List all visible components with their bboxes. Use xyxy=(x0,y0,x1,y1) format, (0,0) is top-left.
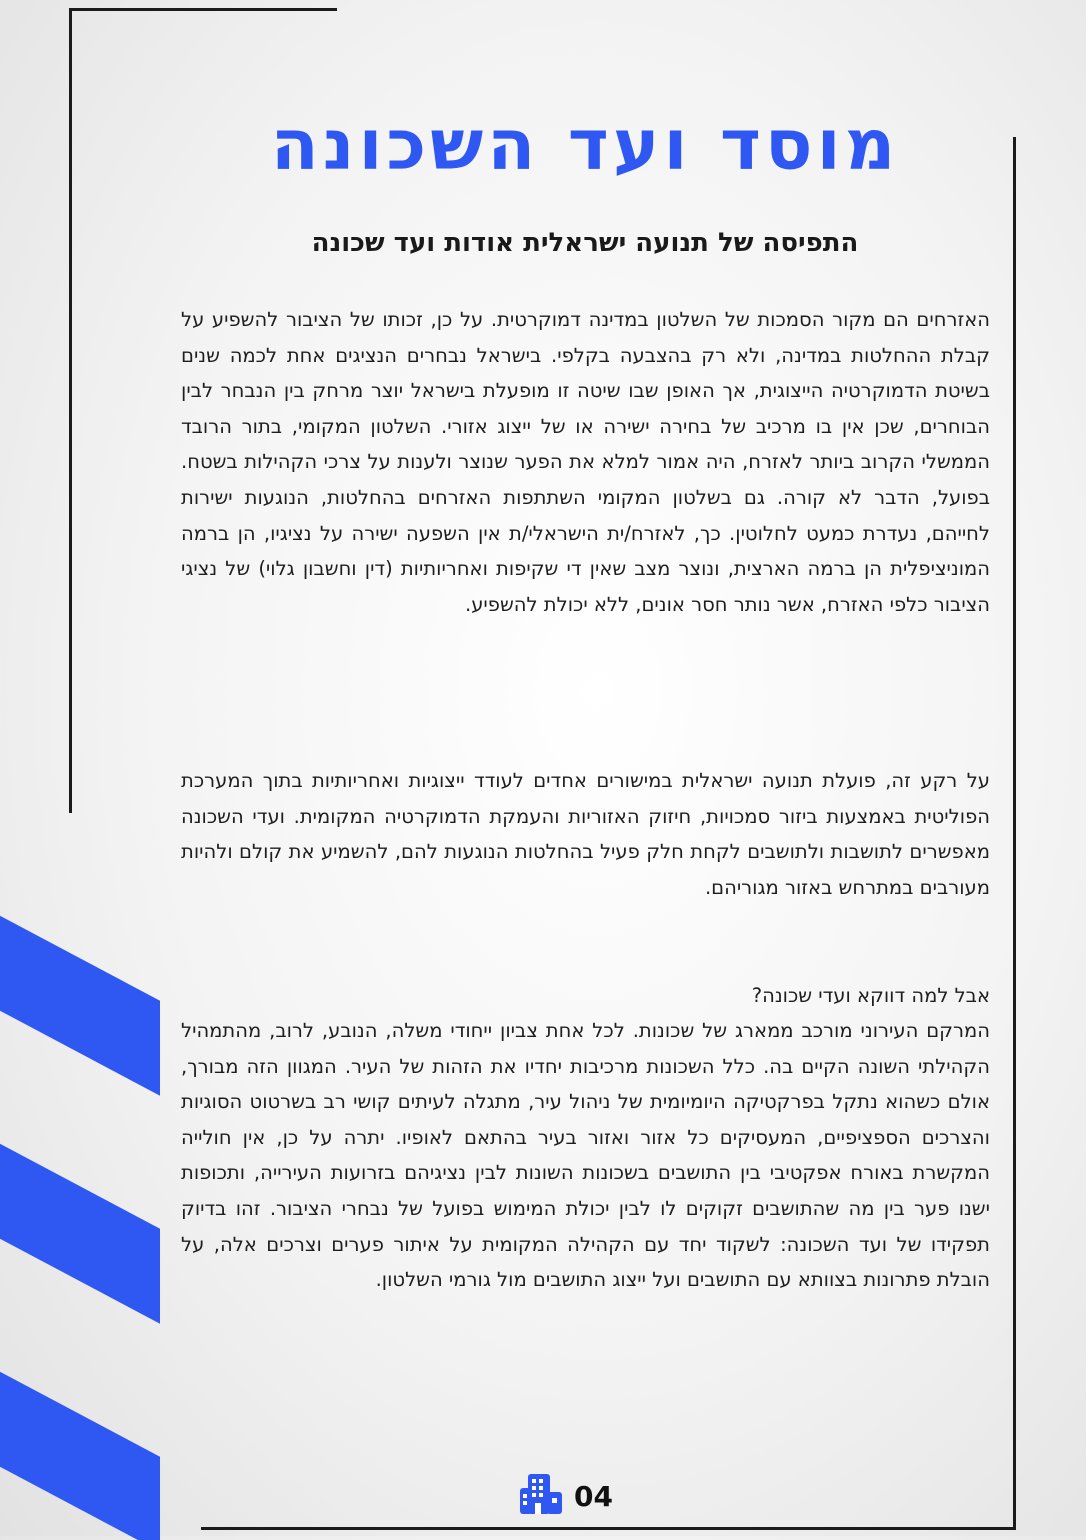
paragraph-background: על רקע זה, פועלת תנועה ישראלית במישורים אחדים לעודד ייצוגיות ואחריותיות בתוך המערכת הפוליטית באמצעות ביזור סמכויות, חיזוק האזוריות והעמקת הדמוקרטיה המקומית. ועדי השכונה מאפשרים לתושבות ולתושבים לקחת חלק פעיל בהחלטות הנוגעות להם, להשמיע את קולם ולהיות מעורבים במתרחש באזור מגוריהם. xyxy=(181,769,990,899)
page-number: 04 xyxy=(574,1479,613,1513)
page-footer xyxy=(520,1474,613,1518)
frame-top-line xyxy=(69,8,337,11)
paragraph-intro: האזרחים הם מקור הסמכות של השלטון במדינה דמוקרטית. על כן, זכותו של הציבור להשפיע על קבלת ההחלטות במדינה, ולא רק בהצבעה בקלפי. בישראל נבחרים הנציגים אחת לכמה שנים בשיטת הדמוקרטיה הייצוגית, אך האופן שבו שיטה זו מופעלת בישראל יוצר מרחק בין הנבחר לבין הבוחרים, שכן אין בו מרכיב של בחירה ישירה או של ייצוג אזורי. השלטון המקומי, בתור הרובד הממשלי הקרוב ביותר לאזרח, היה אמור למלא את הפער שנוצר ולענות על צרכי הקהילות בשטח. בפועל, הדבר לא קורה. גם בשלטון המקומי השתתפות האזרחים בהחלטות, הנוגעות ישירות לחייהם, נעדרת כמעט לחלוטין. כך, לאזרח/ית הישראלי/ת אין השפעה ישירה על נציגיו, הן ברמה המוניציפלית הן ברמה הארצית, ונוצר מצב שאין די שקיפות ואחריותיות (דין וחשבון גלוי) של נציגי הציבור כלפי האזרח, אשר נותר חסר אונים, ללא יכולת להשפיע. xyxy=(181,308,990,616)
page-title: מוסד ועד השכונה xyxy=(270,104,900,186)
frame-right-line xyxy=(1013,137,1016,1530)
paragraph-neighborhoods: המרקם העירוני מורכב ממארג של שכונות. לכל אחת צביון ייחודי משלה, הנובע, לרוב, מהתמהיל הקהילתי השונה הקיים בה. כלל השכונות מרכיבות יחדיו את הזהות של העיר. המגוון הזה מבורך, אולם כשהוא נתקל בפרקטיקה היומיומית של ניהול עיר, מתגלה לעיתים קושי רב בשרטוט הסוגיות והצרכים הספציפיים, המעסיקים כל אזור ואזור בעיר בהתאם לאופיו. יתרה על כן, אין חולייה המקשרת באורח אפקטיבי בין התושבים בשכונות השונות לבין נציגיהם בזרועות העירייה, ותכופות ישנו פער בין מה שהתושבים זקוקים לו לבין יכולת המימוש בפועל של נבחרי הציבור. זהו בדיוק תפקידו של ועד השכונה: לשקוד יחד עם הקהילה המקומית על איתור פערים וצרכים אלה, על הובלת פתרונות בצוותא עם התושבים ועל ייצוג התושבים מול גורמי השלטון. xyxy=(181,1019,990,1292)
frame-left-line xyxy=(69,8,72,813)
stripe xyxy=(0,1276,160,1540)
frame-bottom-line xyxy=(201,1527,1016,1530)
paragraph-question: אבל למה דווקא ועדי שכונה? xyxy=(751,984,990,1007)
page-subtitle: התפיסה של תנועה ישראלית אודות ועד שכונה xyxy=(311,228,859,258)
buildings-icon xyxy=(520,1472,562,1520)
stripe xyxy=(0,820,160,1096)
stripe xyxy=(0,1048,160,1324)
